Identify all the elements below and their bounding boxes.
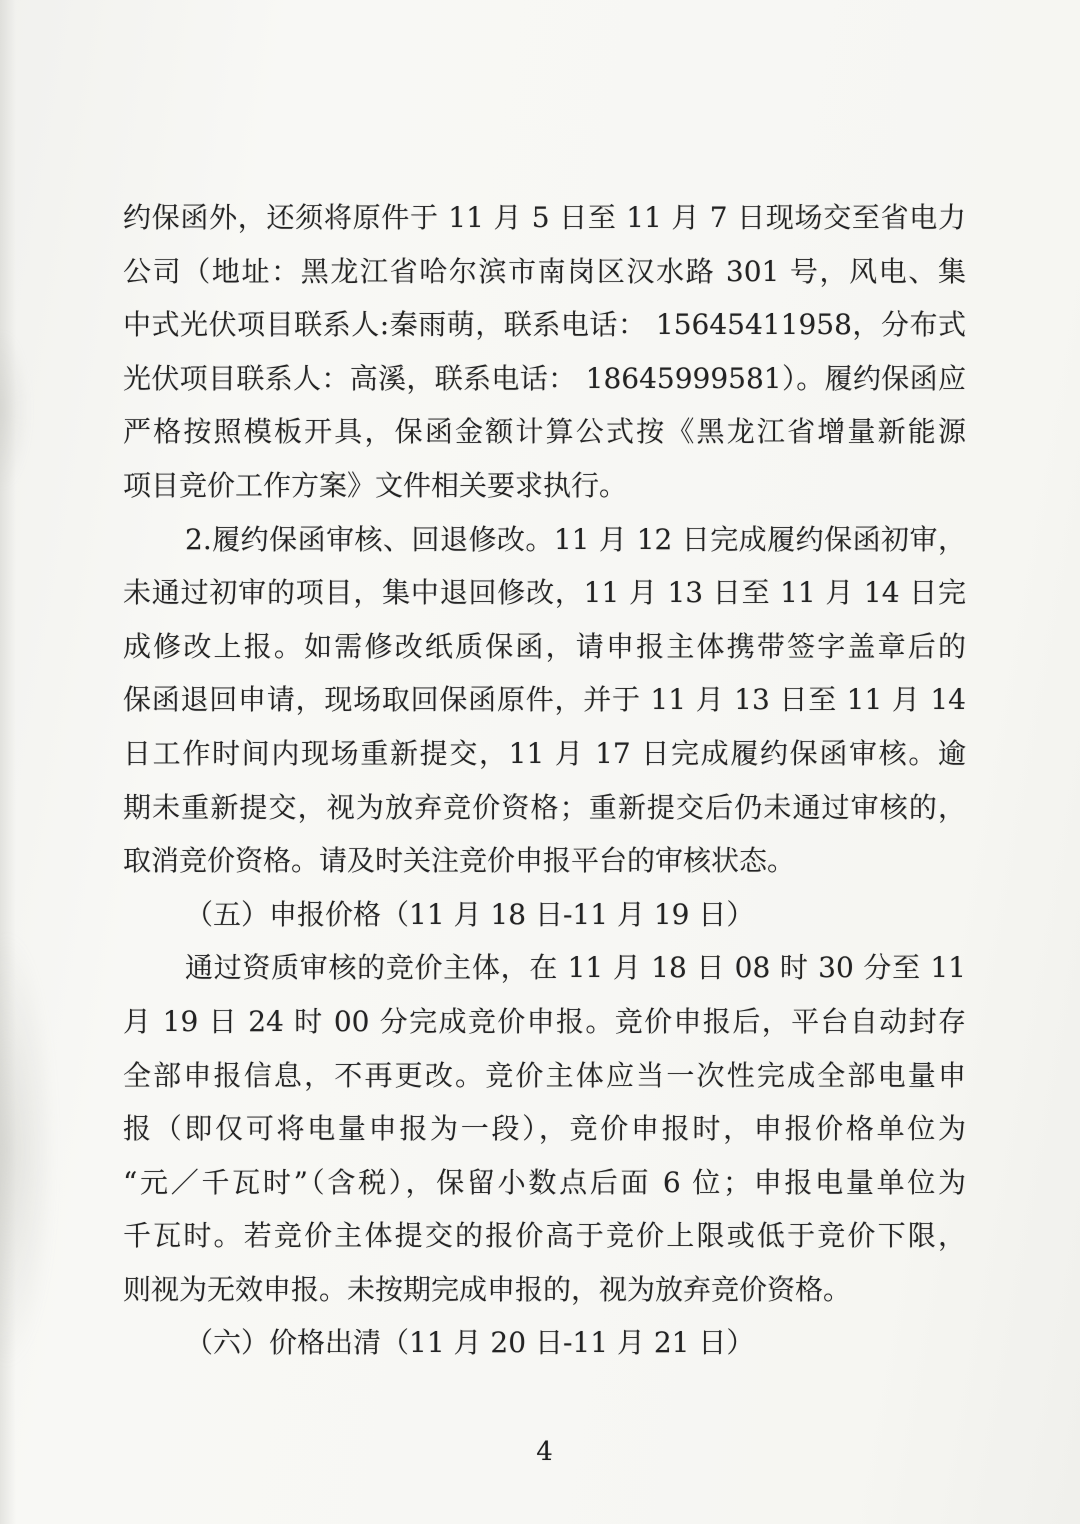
document-body <box>123 191 966 1370</box>
document-line: 光伏项目联系人：高溪，联系电话： 18645999581）。履约保函应 <box>123 361 966 395</box>
document-line: 全部申报信息，不再更改。竞价主体应当一次性完成全部电量申 <box>123 1058 966 1092</box>
document-line: 严格按照模板开具，保函金额计算公式按《黑龙江省增量新能源 <box>123 415 966 449</box>
page-number: 4 <box>536 1437 553 1467</box>
document-line: 约保函外，还须将原件于 11 月 5 日至 11 月 7 日现场交至省电力 <box>123 201 966 234</box>
scan-smudge <box>0 330 30 490</box>
document-line: 项目竞价工作方案》文件相关要求执行。 <box>123 468 628 502</box>
document-line: 取消竞价资格。请及时关注竞价申报平台的审核状态。 <box>123 844 796 878</box>
document-line: 日工作时间内现场重新提交，11 月 17 日完成履约保函审核。逾 <box>123 736 966 770</box>
document-line: “元／千瓦时”（含税），保留小数点后面 6 位；申报电量单位为 <box>123 1165 966 1199</box>
document-line: 月 19 日 24 时 00 分完成竞价申报。竞价申报后，平台自动封存 <box>123 1004 966 1038</box>
document-line: 保函退回申请，现场取回保函原件，并于 11 月 13 日至 11 月 14 <box>123 683 966 717</box>
document-line: 报（即仅可将电量申报为一段），竞价申报时，申报价格单位为 <box>123 1112 966 1146</box>
scan-smudge <box>0 930 56 1370</box>
document-line: 期未重新提交，视为放弃竞价资格；重新提交后仍未通过审核的， <box>123 790 966 824</box>
document-line: 2.履约保函审核、回退修改。11 月 12 日完成履约保函初审， <box>185 522 966 556</box>
document-line: （五）申报价格（11 月 18 日-11 月 19 日） <box>185 897 755 931</box>
document-line: 通过资质审核的竞价主体，在 11 月 18 日 08 时 30 分至 11 <box>185 951 966 985</box>
document-line: 则视为无效申报。未按期完成申报的，视为放弃竞价资格。 <box>123 1272 852 1306</box>
document-line: 成修改上报。如需修改纸质保函，请申报主体携带签字盖章后的 <box>123 629 966 663</box>
document-line: （六）价格出清（11 月 20 日-11 月 21 日） <box>185 1326 755 1360</box>
document-line: 未通过初审的项目，集中退回修改，11 月 13 日至 11 月 14 日完 <box>123 576 966 610</box>
document-line: 中式光伏项目联系人:秦雨萌，联系电话： 15645411958，分布式 <box>123 308 966 342</box>
document-line: 公司（地址：黑龙江省哈尔滨市南岗区汉水路 301 号，风电、集 <box>123 254 966 288</box>
document-line: 千瓦时。若竞价主体提交的报价高于竞价上限或低于竞价下限， <box>123 1219 966 1253</box>
